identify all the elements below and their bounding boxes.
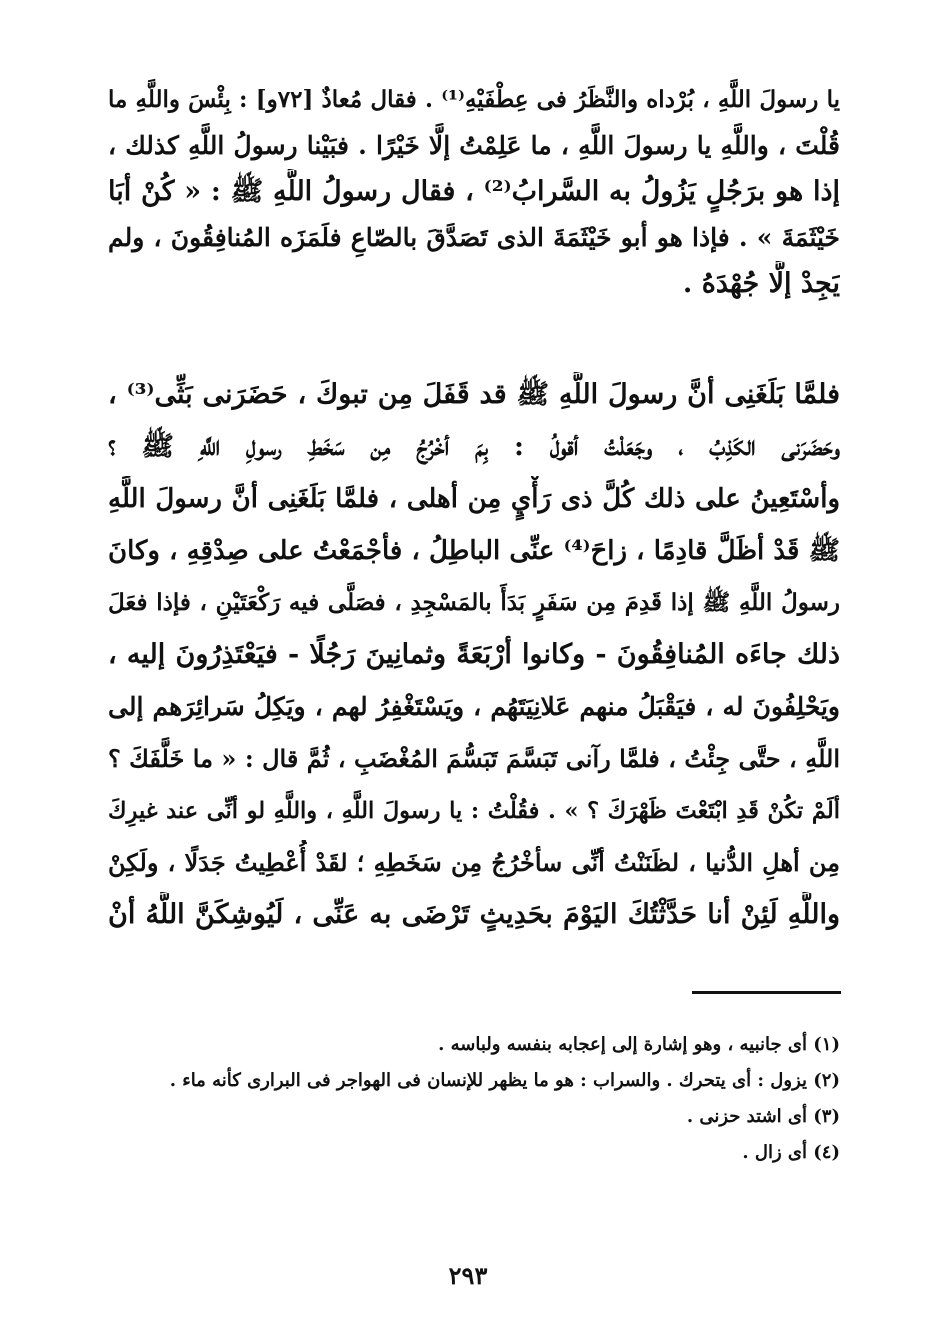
text-line: ﷺ قَدْ أظَلَّ قادِمًا ، زاحَ⁽⁴⁾ عنِّى الباطِلُ ، فأجْمَعْتُ على صِدْقِهِ ، وكانَ bbox=[108, 536, 840, 566]
text-line: مِن أهلِ الدُّنيا ، لظَنَنْتُ أنِّى سأخْرُجُ مِن سَخَطِهِ ؛ لقَدْ أُعْطِيتُ جَدَلًا ، ولَكِنْ bbox=[108, 848, 840, 877]
text-line: وأسْتَعِينُ على ذلك كُلَّ ذى رَأْيٍ مِن أهلى ، فلمَّا بَلَغَنِى أنَّ رسولَ اللَّهِ bbox=[108, 484, 840, 514]
footnote-4: (٤) أى زال . bbox=[742, 1142, 840, 1163]
text-line: اللَّهِ ، حتَّى جِئْتُ ، فلمَّا رآنى تَبَسَّمَ تَبَسُّمَ المُغْضَبِ ، ثُمَّ قال : « ما خَلَّفَكَ ؟ bbox=[108, 744, 840, 773]
text-line: رسولُ اللَّهِ ﷺ إذا قَدِمَ مِن سَفَرٍ بَدَأَ بالمَسْجِدِ ، فصَلَّى فيه رَكْعَتَيْنِ ، فإذا فعَلَ bbox=[108, 589, 840, 616]
footnote-2: (٢) يزول : أى يتحرك . والسراب : هو ما يظهر للإنسان فى الهواجر فى البرارى كأنه ماء . bbox=[169, 1070, 840, 1091]
text-line: يَجِدْ إلَّا جُهْدَهُ . bbox=[682, 268, 840, 299]
footnote-1: (١) أى جانبيه ، وهو إشارة إلى إعجابه بنفسه ولباسه . bbox=[438, 1034, 840, 1055]
text-line: ويَحْلِفُونَ له ، فيَقْبَلُ منهم عَلانِيَتَهُم ، ويَسْتَغْفِرُ لهم ، ويَكِلُ سَرائِرَهم إلى bbox=[108, 692, 840, 721]
text-line: خَيْثَمَةَ » . فإذا هو أبو خَيْثَمَةَ الذى تَصَدَّقَ بالصّاعِ فلَمَزَه المُنافِقُونَ ، ولم bbox=[108, 223, 840, 252]
text-line: يا رسولَ اللَّهِ ، بُرْداه والنَّظَرُ فى عِطْفَيْهِ⁽¹⁾ . فقال مُعاذٌ [٧٢و] : بِئْسَ واللَّهِ ما bbox=[108, 86, 840, 113]
text-line: ألَمْ تكُنْ قَدِ ابْتَعْتَ ظَهْرَكَ ؟ » . فقُلْتُ : يا رسولَ اللَّهِ ، واللَّهِ لو أنِّى عند غيرِكَ bbox=[108, 798, 840, 824]
text-line: إذا هو برَجُلٍ يَزُولُ به السَّرابُ⁽²⁾ ، فقال رسولُ اللَّهِ ﷺ : « كُنْ أبَا bbox=[108, 176, 840, 207]
text-line: قُلْتَ ، واللَّهِ يا رسولَ اللَّهِ ، ما عَلِمْتُ إلَّا خَيْرًا . فبَيْنا رسولُ اللَّهِ كذلك ، bbox=[108, 131, 840, 160]
text-line: واللَّهِ لَئِنْ أنا حَدَّثْتُكَ اليَوْمَ بحَدِيثٍ تَرْضَى به عَنِّى ، لَيُوشِكَنَّ اللَّهُ أنْ bbox=[108, 899, 840, 930]
text-line: ذلك جاءَه المُنافِقُونَ - وكانوا أرْبَعَةً وثمانِينَ رَجُلًا - فيَعْتَذِرُونَ إليه ، bbox=[108, 639, 840, 670]
footnote-separator bbox=[692, 991, 841, 994]
text-line: فلمَّا بَلَغَنِى أنَّ رسولَ اللَّهِ ﷺ قد قَفَلَ مِن تبوكَ ، حَضَرَنى بَثِّى⁽³⁾ ، bbox=[108, 379, 840, 410]
text-line: وحَضَرَنى الكَذِبُ ، وجَعَلْتُ أقولُ : بِمَ أخْرُجُ مِن سَخَطِ رسولِ اللَّهِ ﷺ ؟ bbox=[108, 431, 840, 462]
footnote-3: (٣) أى اشتد حزنى . bbox=[686, 1106, 840, 1127]
page-number: ٢٩٣ bbox=[448, 1261, 488, 1290]
